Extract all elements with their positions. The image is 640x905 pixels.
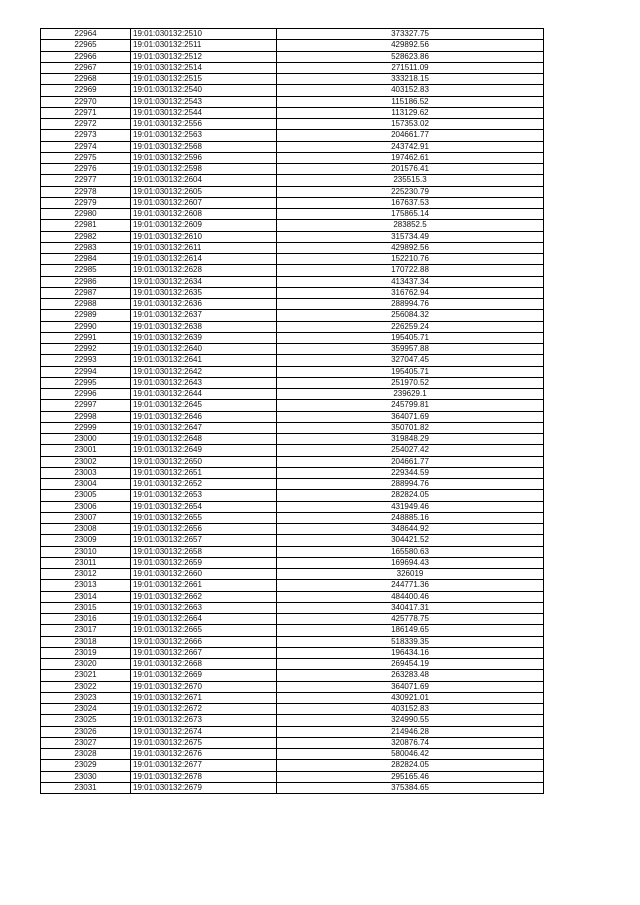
row-number-cell: 23009: [41, 535, 131, 546]
cadastral-number-cell: 19:01:030132:2678: [131, 771, 277, 782]
row-number-cell: 23016: [41, 614, 131, 625]
table-row: [41, 377, 544, 388]
cadastral-number-cell: 19:01:030132:2636: [131, 299, 277, 310]
value-cell: 195405.71: [277, 332, 544, 343]
row-number-cell: 22979: [41, 197, 131, 208]
value-cell: 429892.56: [277, 40, 544, 51]
table-row: [41, 321, 544, 332]
row-number-cell: 23014: [41, 591, 131, 602]
cadastral-number-cell: 19:01:030132:2605: [131, 186, 277, 197]
table-row: [41, 467, 544, 478]
table-row: [41, 771, 544, 782]
table-row: [41, 557, 544, 568]
value-cell: 359957.88: [277, 344, 544, 355]
cadastral-number-cell: 19:01:030132:2653: [131, 490, 277, 501]
value-cell: 169694.43: [277, 557, 544, 568]
cadastral-number-cell: 19:01:030132:2641: [131, 355, 277, 366]
cadastral-number-cell: 19:01:030132:2667: [131, 647, 277, 658]
value-cell: 204661.77: [277, 456, 544, 467]
table-row: [41, 760, 544, 771]
value-cell: 113129.62: [277, 107, 544, 118]
value-cell: 364071.69: [277, 681, 544, 692]
row-number-cell: 22994: [41, 366, 131, 377]
cadastral-number-cell: 19:01:030132:2511: [131, 40, 277, 51]
value-cell: 282824.05: [277, 760, 544, 771]
table-row: [41, 636, 544, 647]
value-cell: 333218.15: [277, 74, 544, 85]
row-number-cell: 22987: [41, 287, 131, 298]
cadastral-number-cell: 19:01:030132:2614: [131, 254, 277, 265]
cadastral-number-cell: 19:01:030132:2658: [131, 546, 277, 557]
row-number-cell: 22998: [41, 411, 131, 422]
value-cell: 350701.82: [277, 422, 544, 433]
table-row: [41, 704, 544, 715]
table-row: [41, 220, 544, 231]
row-number-cell: 23008: [41, 524, 131, 535]
row-number-cell: 23018: [41, 636, 131, 647]
value-cell: 320876.74: [277, 737, 544, 748]
cadastral-number-cell: 19:01:030132:2643: [131, 377, 277, 388]
cadastral-number-cell: 19:01:030132:2677: [131, 760, 277, 771]
value-cell: 263283.48: [277, 670, 544, 681]
value-cell: 425778.75: [277, 614, 544, 625]
value-cell: 429892.56: [277, 242, 544, 253]
row-number-cell: 22997: [41, 400, 131, 411]
row-number-cell: 23022: [41, 681, 131, 692]
row-number-cell: 22985: [41, 265, 131, 276]
table-row: [41, 29, 544, 40]
value-cell: 283852.5: [277, 220, 544, 231]
value-cell: 528623.86: [277, 51, 544, 62]
table-row: [41, 332, 544, 343]
value-cell: 431949.46: [277, 501, 544, 512]
row-number-cell: 22969: [41, 85, 131, 96]
table-row: [41, 569, 544, 580]
cadastral-number-cell: 19:01:030132:2563: [131, 130, 277, 141]
cadastral-number-cell: 19:01:030132:2665: [131, 625, 277, 636]
row-number-cell: 22978: [41, 186, 131, 197]
table-row: [41, 625, 544, 636]
value-cell: 243742.91: [277, 141, 544, 152]
cadastral-number-cell: 19:01:030132:2609: [131, 220, 277, 231]
cadastral-number-cell: 19:01:030132:2650: [131, 456, 277, 467]
value-cell: 244771.36: [277, 580, 544, 591]
value-cell: 256084.32: [277, 310, 544, 321]
value-cell: 254027.42: [277, 445, 544, 456]
cadastral-number-cell: 19:01:030132:2661: [131, 580, 277, 591]
row-number-cell: 23031: [41, 782, 131, 793]
row-number-cell: 22992: [41, 344, 131, 355]
row-number-cell: 23015: [41, 602, 131, 613]
cadastral-number-cell: 19:01:030132:2655: [131, 512, 277, 523]
table-row: [41, 535, 544, 546]
row-number-cell: 22968: [41, 74, 131, 85]
row-number-cell: 22983: [41, 242, 131, 253]
table-row: [41, 456, 544, 467]
row-number-cell: 22972: [41, 119, 131, 130]
value-cell: 152210.76: [277, 254, 544, 265]
cadastral-number-cell: 19:01:030132:2673: [131, 715, 277, 726]
row-number-cell: 23028: [41, 749, 131, 760]
value-cell: 245799.81: [277, 400, 544, 411]
value-cell: 403152.83: [277, 704, 544, 715]
value-cell: 288994.76: [277, 299, 544, 310]
table-row: [41, 659, 544, 670]
table-row: [41, 287, 544, 298]
table-row: [41, 490, 544, 501]
cadastral-number-cell: 19:01:030132:2660: [131, 569, 277, 580]
value-cell: 170722.88: [277, 265, 544, 276]
value-cell: 316762.94: [277, 287, 544, 298]
table-row: [41, 647, 544, 658]
value-cell: 226259.24: [277, 321, 544, 332]
table-row: [41, 231, 544, 242]
cadastral-number-cell: 19:01:030132:2669: [131, 670, 277, 681]
row-number-cell: 22970: [41, 96, 131, 107]
cadastral-number-cell: 19:01:030132:2647: [131, 422, 277, 433]
table-row: [41, 681, 544, 692]
table-row: [41, 85, 544, 96]
cadastral-number-cell: 19:01:030132:2664: [131, 614, 277, 625]
table-row: [41, 242, 544, 253]
row-number-cell: 23010: [41, 546, 131, 557]
table-row: [41, 692, 544, 703]
row-number-cell: 23001: [41, 445, 131, 456]
row-number-cell: 22973: [41, 130, 131, 141]
cadastral-number-cell: 19:01:030132:2656: [131, 524, 277, 535]
value-cell: 201576.41: [277, 164, 544, 175]
table-row: [41, 74, 544, 85]
value-cell: 315734.49: [277, 231, 544, 242]
table-row: [41, 209, 544, 220]
table-row: [41, 265, 544, 276]
table-row: [41, 501, 544, 512]
cadastral-number-cell: 19:01:030132:2637: [131, 310, 277, 321]
table-row: [41, 726, 544, 737]
row-number-cell: 22995: [41, 377, 131, 388]
row-number-cell: 22975: [41, 152, 131, 163]
table-row: [41, 40, 544, 51]
row-number-cell: 22988: [41, 299, 131, 310]
table-row: [41, 512, 544, 523]
table-row: [41, 614, 544, 625]
row-number-cell: 22966: [41, 51, 131, 62]
cadastral-number-cell: 19:01:030132:2512: [131, 51, 277, 62]
row-number-cell: 23003: [41, 467, 131, 478]
table-row: [41, 175, 544, 186]
cadastral-number-cell: 19:01:030132:2644: [131, 389, 277, 400]
value-cell: 413437.34: [277, 276, 544, 287]
cadastral-number-cell: 19:01:030132:2556: [131, 119, 277, 130]
table-row: [41, 411, 544, 422]
value-cell: 324990.55: [277, 715, 544, 726]
table-row: [41, 51, 544, 62]
cadastral-number-cell: 19:01:030132:2663: [131, 602, 277, 613]
row-number-cell: 23005: [41, 490, 131, 501]
table-row: [41, 96, 544, 107]
row-number-cell: 23027: [41, 737, 131, 748]
cadastral-number-cell: 19:01:030132:2540: [131, 85, 277, 96]
cadastral-number-cell: 19:01:030132:2607: [131, 197, 277, 208]
row-number-cell: 22999: [41, 422, 131, 433]
cadastral-number-cell: 19:01:030132:2672: [131, 704, 277, 715]
row-number-cell: 23026: [41, 726, 131, 737]
value-cell: 197462.61: [277, 152, 544, 163]
value-cell: 214946.28: [277, 726, 544, 737]
row-number-cell: 23017: [41, 625, 131, 636]
value-cell: 373327.75: [277, 29, 544, 40]
value-cell: 248885.16: [277, 512, 544, 523]
row-number-cell: 22986: [41, 276, 131, 287]
table-row: [41, 782, 544, 793]
value-cell: 518339.35: [277, 636, 544, 647]
cadastral-number-cell: 19:01:030132:2638: [131, 321, 277, 332]
row-number-cell: 22971: [41, 107, 131, 118]
cadastral-number-cell: 19:01:030132:2659: [131, 557, 277, 568]
table-row: [41, 670, 544, 681]
table-row: [41, 152, 544, 163]
table-row: [41, 715, 544, 726]
cadastral-number-cell: 19:01:030132:2568: [131, 141, 277, 152]
cadastral-number-cell: 19:01:030132:2666: [131, 636, 277, 647]
value-cell: 340417.31: [277, 602, 544, 613]
row-number-cell: 22990: [41, 321, 131, 332]
table-row: [41, 422, 544, 433]
row-number-cell: 22965: [41, 40, 131, 51]
table-row: [41, 737, 544, 748]
value-cell: 115186.52: [277, 96, 544, 107]
table-row: [41, 445, 544, 456]
row-number-cell: 22989: [41, 310, 131, 321]
cadastral-number-cell: 19:01:030132:2640: [131, 344, 277, 355]
cadastral-number-cell: 19:01:030132:2635: [131, 287, 277, 298]
cadastral-number-cell: 19:01:030132:2662: [131, 591, 277, 602]
table-row: [41, 400, 544, 411]
cadastral-number-cell: 19:01:030132:2544: [131, 107, 277, 118]
value-cell: 430921.01: [277, 692, 544, 703]
row-number-cell: 23011: [41, 557, 131, 568]
value-cell: 229344.59: [277, 467, 544, 478]
value-cell: 165580.63: [277, 546, 544, 557]
table-row: [41, 602, 544, 613]
cadastral-number-cell: 19:01:030132:2645: [131, 400, 277, 411]
cadastral-number-cell: 19:01:030132:2668: [131, 659, 277, 670]
cadastral-number-cell: 19:01:030132:2510: [131, 29, 277, 40]
table-row: [41, 186, 544, 197]
cadastral-number-cell: 19:01:030132:2654: [131, 501, 277, 512]
table-row: [41, 580, 544, 591]
value-cell: 239629.1: [277, 389, 544, 400]
row-number-cell: 23004: [41, 479, 131, 490]
value-cell: 580046.42: [277, 749, 544, 760]
cadastral-number-cell: 19:01:030132:2543: [131, 96, 277, 107]
table-row: [41, 62, 544, 73]
row-number-cell: 23012: [41, 569, 131, 580]
cadastral-number-cell: 19:01:030132:2608: [131, 209, 277, 220]
row-number-cell: 22964: [41, 29, 131, 40]
table-row: [41, 366, 544, 377]
cadastral-number-cell: 19:01:030132:2604: [131, 175, 277, 186]
cadastral-number-cell: 19:01:030132:2674: [131, 726, 277, 737]
table-row: [41, 299, 544, 310]
table-row: [41, 434, 544, 445]
value-cell: 186149.65: [277, 625, 544, 636]
value-cell: 235515.3: [277, 175, 544, 186]
cadastral-number-cell: 19:01:030132:2639: [131, 332, 277, 343]
table-row: [41, 479, 544, 490]
value-cell: 167637.53: [277, 197, 544, 208]
value-cell: 269454.19: [277, 659, 544, 670]
cadastral-number-cell: 19:01:030132:2514: [131, 62, 277, 73]
table-row: [41, 546, 544, 557]
value-cell: 326019: [277, 569, 544, 580]
row-number-cell: 22982: [41, 231, 131, 242]
row-number-cell: 22991: [41, 332, 131, 343]
row-number-cell: 22996: [41, 389, 131, 400]
row-number-cell: 23025: [41, 715, 131, 726]
cadastral-number-cell: 19:01:030132:2657: [131, 535, 277, 546]
row-number-cell: 23024: [41, 704, 131, 715]
cadastral-number-cell: 19:01:030132:2652: [131, 479, 277, 490]
row-number-cell: 23021: [41, 670, 131, 681]
row-number-cell: 23007: [41, 512, 131, 523]
value-cell: 484400.46: [277, 591, 544, 602]
row-number-cell: 23030: [41, 771, 131, 782]
row-number-cell: 22977: [41, 175, 131, 186]
row-number-cell: 22974: [41, 141, 131, 152]
cadastral-number-cell: 19:01:030132:2515: [131, 74, 277, 85]
row-number-cell: 22976: [41, 164, 131, 175]
table-row: [41, 197, 544, 208]
row-number-cell: 22984: [41, 254, 131, 265]
cadastral-number-cell: 19:01:030132:2598: [131, 164, 277, 175]
row-number-cell: 22967: [41, 62, 131, 73]
cadastral-number-cell: 19:01:030132:2651: [131, 467, 277, 478]
value-cell: 327047.45: [277, 355, 544, 366]
table-row: [41, 107, 544, 118]
table-row: [41, 389, 544, 400]
table-row: [41, 524, 544, 535]
cadastral-number-cell: 19:01:030132:2642: [131, 366, 277, 377]
table-row: [41, 164, 544, 175]
value-cell: 288994.76: [277, 479, 544, 490]
cadastral-number-cell: 19:01:030132:2670: [131, 681, 277, 692]
table-row: [41, 130, 544, 141]
table-row: [41, 591, 544, 602]
value-cell: 204661.77: [277, 130, 544, 141]
cadastral-value-table: [40, 28, 544, 794]
value-cell: 282824.05: [277, 490, 544, 501]
table-body: [41, 29, 544, 794]
value-cell: 271511.09: [277, 62, 544, 73]
value-cell: 348644.92: [277, 524, 544, 535]
cadastral-number-cell: 19:01:030132:2648: [131, 434, 277, 445]
value-cell: 157353.02: [277, 119, 544, 130]
cadastral-number-cell: 19:01:030132:2679: [131, 782, 277, 793]
row-number-cell: 23000: [41, 434, 131, 445]
cadastral-number-cell: 19:01:030132:2671: [131, 692, 277, 703]
value-cell: 225230.79: [277, 186, 544, 197]
row-number-cell: 23002: [41, 456, 131, 467]
row-number-cell: 23020: [41, 659, 131, 670]
value-cell: 295165.46: [277, 771, 544, 782]
table-row: [41, 119, 544, 130]
value-cell: 196434.16: [277, 647, 544, 658]
row-number-cell: 23013: [41, 580, 131, 591]
cadastral-number-cell: 19:01:030132:2646: [131, 411, 277, 422]
value-cell: 403152.83: [277, 85, 544, 96]
cadastral-number-cell: 19:01:030132:2649: [131, 445, 277, 456]
table-row: [41, 749, 544, 760]
cadastral-number-cell: 19:01:030132:2610: [131, 231, 277, 242]
cadastral-number-cell: 19:01:030132:2628: [131, 265, 277, 276]
value-cell: 375384.65: [277, 782, 544, 793]
cadastral-number-cell: 19:01:030132:2596: [131, 152, 277, 163]
row-number-cell: 22980: [41, 209, 131, 220]
cadastral-number-cell: 19:01:030132:2611: [131, 242, 277, 253]
value-cell: 319848.29: [277, 434, 544, 445]
value-cell: 304421.52: [277, 535, 544, 546]
table-row: [41, 344, 544, 355]
row-number-cell: 23023: [41, 692, 131, 703]
value-cell: 195405.71: [277, 366, 544, 377]
row-number-cell: 22993: [41, 355, 131, 366]
table-row: [41, 276, 544, 287]
table-row: [41, 254, 544, 265]
value-cell: 175865.14: [277, 209, 544, 220]
table-row: [41, 310, 544, 321]
row-number-cell: 23029: [41, 760, 131, 771]
row-number-cell: 23019: [41, 647, 131, 658]
table-row: [41, 141, 544, 152]
cadastral-number-cell: 19:01:030132:2676: [131, 749, 277, 760]
row-number-cell: 22981: [41, 220, 131, 231]
row-number-cell: 23006: [41, 501, 131, 512]
table-row: [41, 355, 544, 366]
cadastral-number-cell: 19:01:030132:2675: [131, 737, 277, 748]
cadastral-number-cell: 19:01:030132:2634: [131, 276, 277, 287]
value-cell: 364071.69: [277, 411, 544, 422]
value-cell: 251970.52: [277, 377, 544, 388]
